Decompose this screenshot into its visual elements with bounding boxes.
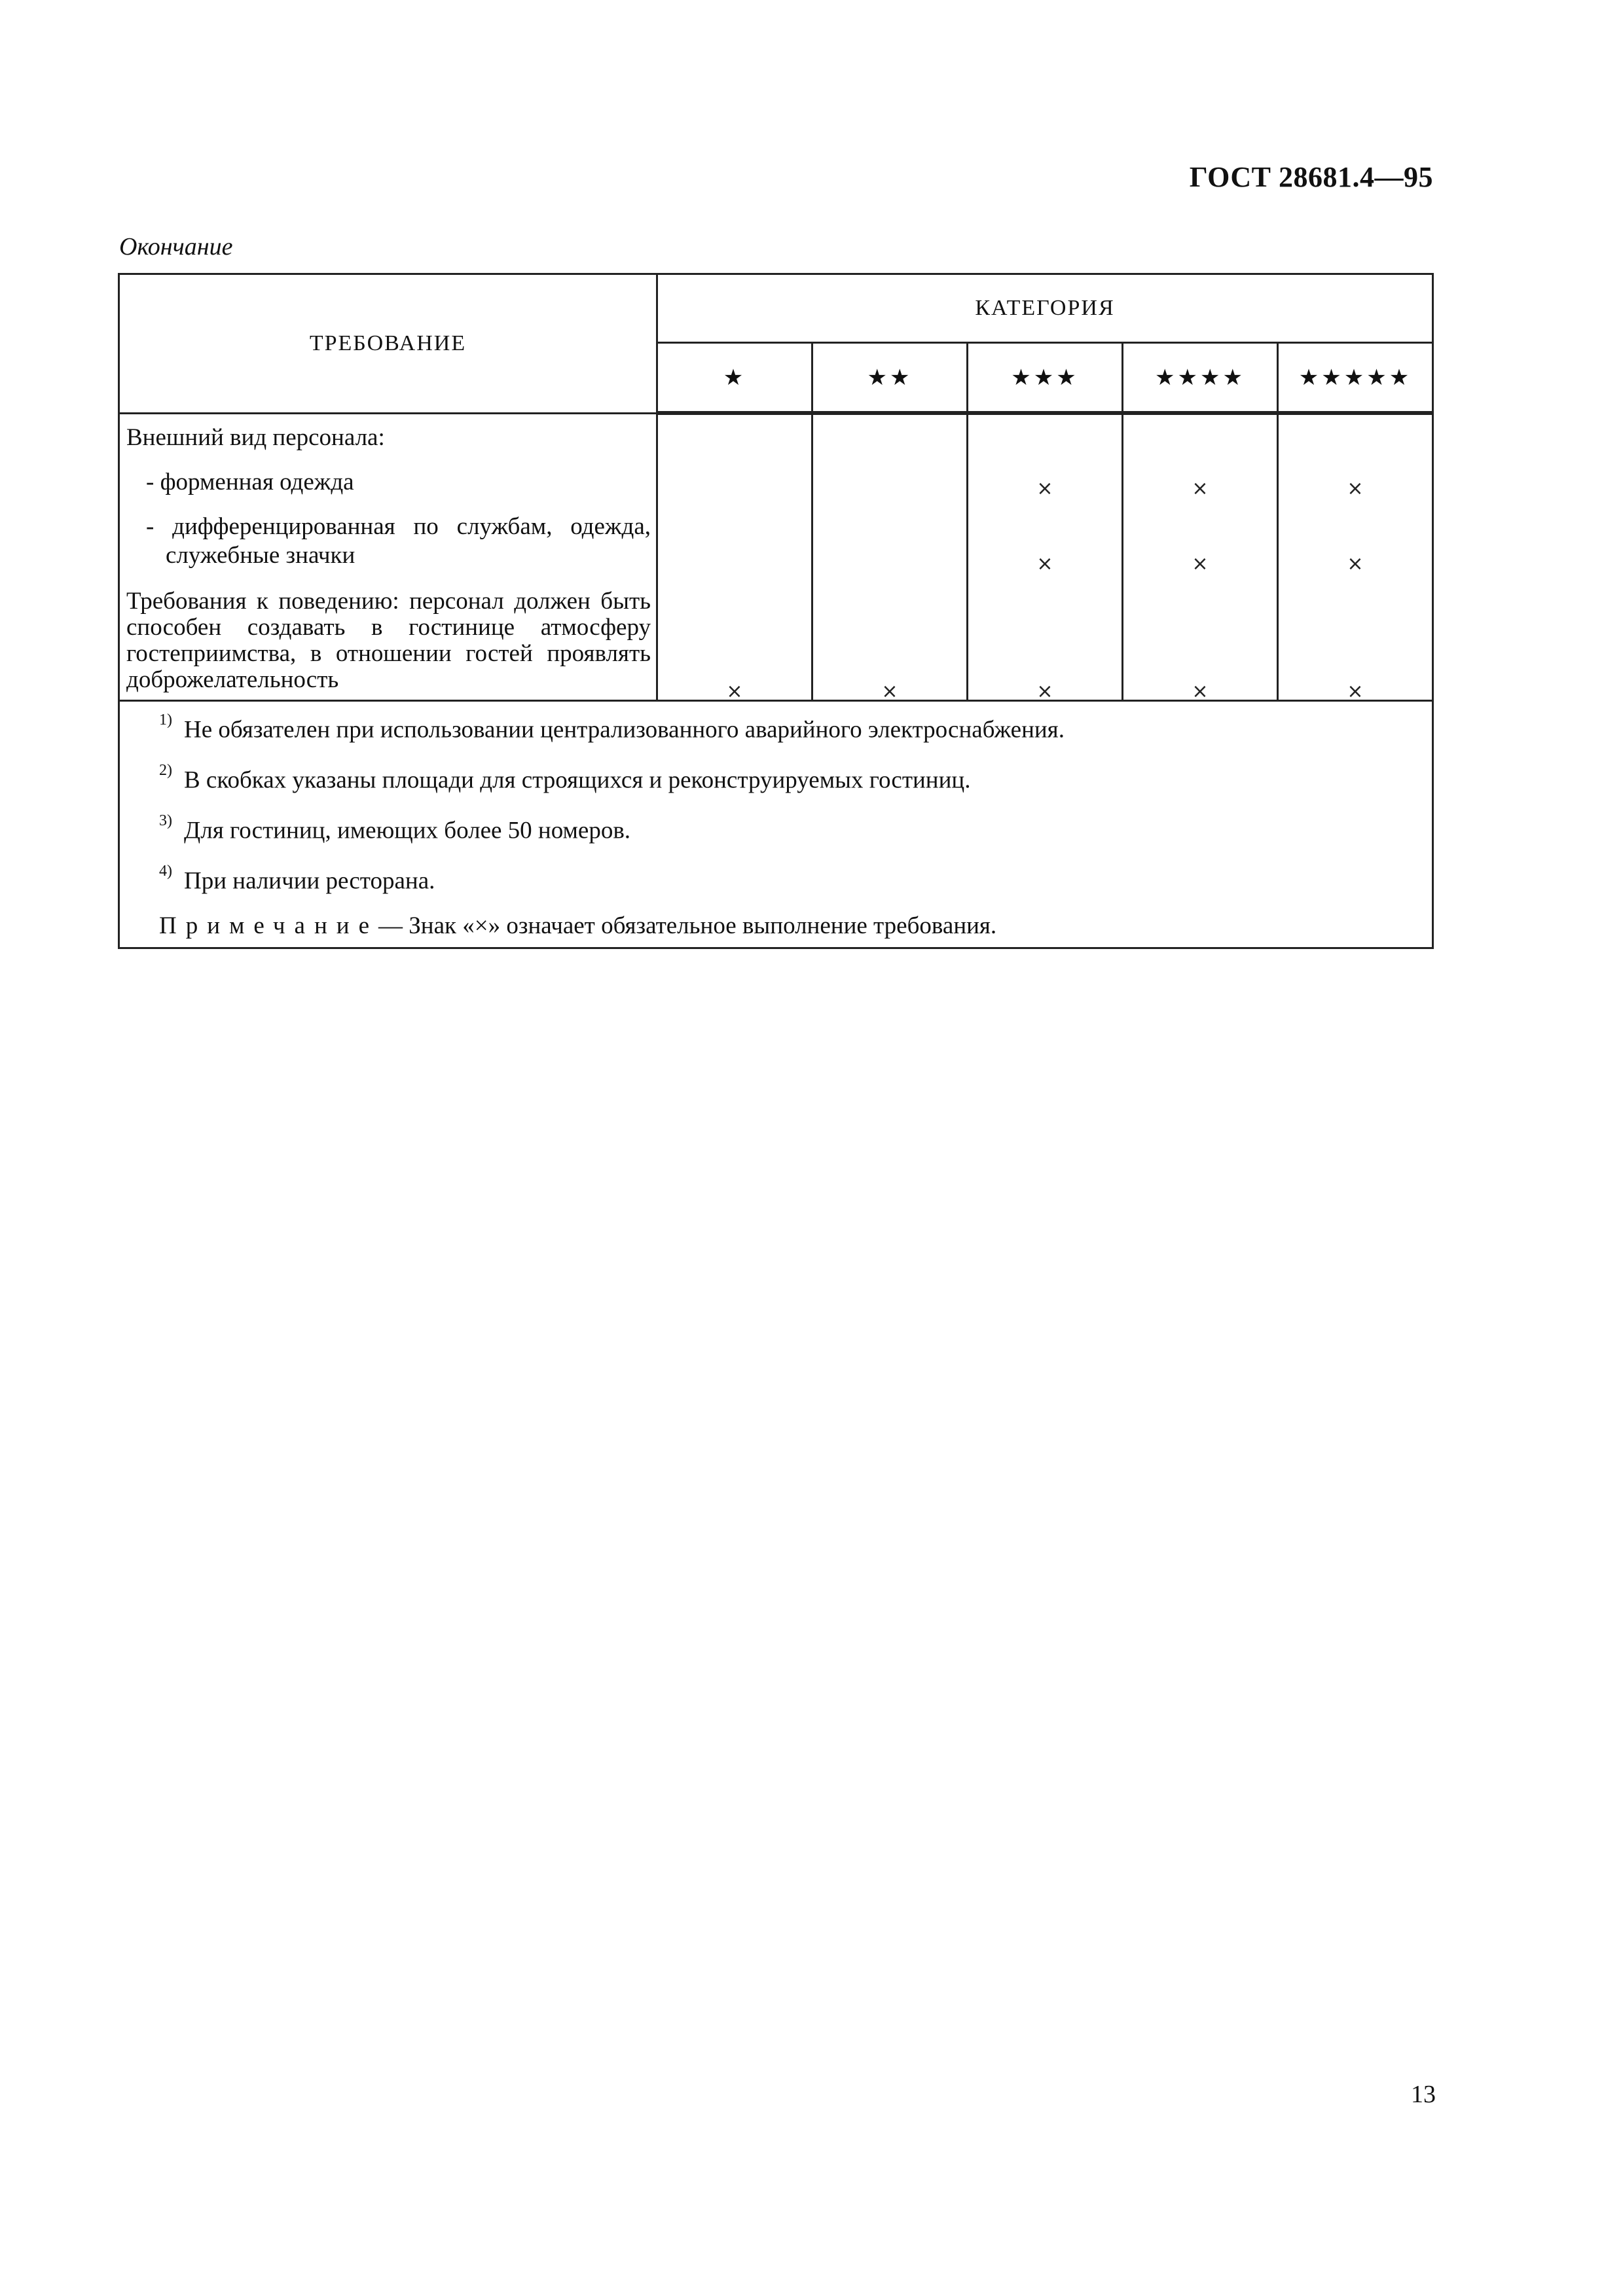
footnote-3: [159, 813, 1425, 842]
footnote-text: Не обязателен при использовании централизованного аварийного электроснабжения.: [184, 715, 1065, 743]
footnote-text: Для гостиниц, имеющих более 50 номеров.: [184, 817, 631, 844]
category-5-marks: [1278, 413, 1433, 703]
requirements-table: [118, 273, 1434, 949]
appearance-title: Внешний вид персонала:: [126, 423, 385, 451]
footnote-text: При наличии ресторана.: [184, 867, 435, 895]
category-2-marks: [812, 413, 968, 703]
required-mark: ×: [1347, 477, 1364, 500]
remark-label: Примечание: [159, 912, 378, 939]
page-number: 13: [1411, 2081, 1436, 2108]
required-mark: ×: [726, 680, 743, 703]
footnote-marker: 1): [159, 711, 172, 728]
requirements-table-container: [118, 273, 1434, 949]
required-mark: ×: [1192, 680, 1209, 703]
category-4-star-header: ★★★★: [1123, 343, 1278, 414]
requirement-column-header: ТРЕБОВАНИЕ: [119, 274, 657, 414]
table-continuation-label: Окончание: [119, 233, 233, 260]
footnote-marker: 4): [159, 863, 172, 880]
category-1-star-header: ★: [657, 343, 812, 414]
footnote-text: В скобках указаны площади для строящихся и реконструируемых гостиниц.: [184, 766, 971, 794]
table-remark: [159, 914, 1425, 938]
required-mark: ×: [1036, 477, 1053, 500]
required-mark: ×: [1347, 680, 1364, 703]
uniform-requirement: - форменная одежда: [146, 468, 354, 495]
document-code: ГОСТ 28681.4—95: [1189, 161, 1433, 193]
required-mark: ×: [1036, 552, 1053, 575]
table-row: [119, 413, 1433, 700]
differentiated-clothing-requirement: - дифференцированная по службам, одежда, служебные значки: [146, 512, 651, 569]
category-1-marks: [657, 413, 812, 703]
footnote-2: [159, 762, 1425, 792]
footnotes-row: [119, 700, 1433, 948]
required-mark: ×: [881, 680, 898, 703]
remark-text: — Знак «×» означает обязательное выполнение требования.: [378, 912, 997, 939]
category-5-star-header: ★★★★★: [1278, 343, 1433, 414]
footnote-1: [159, 712, 1425, 742]
footnote-marker: 2): [159, 761, 172, 779]
category-3-marks: [968, 413, 1123, 703]
footnotes-cell: [119, 700, 1433, 948]
required-mark: ×: [1347, 552, 1364, 575]
category-column-header: КАТЕГОРИЯ: [657, 274, 1433, 343]
requirements-cell: [119, 413, 657, 700]
required-mark: ×: [1036, 680, 1053, 703]
footnote-4: [159, 863, 1425, 893]
required-mark: ×: [1192, 477, 1209, 500]
category-2-star-header: ★★: [812, 343, 968, 414]
required-mark: ×: [1192, 552, 1209, 575]
footnote-marker: 3): [159, 812, 172, 830]
behavior-requirement: Требования к поведению: персонал должен быть способен создавать в гостинице атмосферу гостеприимства, в отношении гостей проявлять доброжелательность: [126, 587, 651, 693]
category-3-star-header: ★★★: [968, 343, 1123, 414]
category-4-marks: [1123, 413, 1278, 703]
